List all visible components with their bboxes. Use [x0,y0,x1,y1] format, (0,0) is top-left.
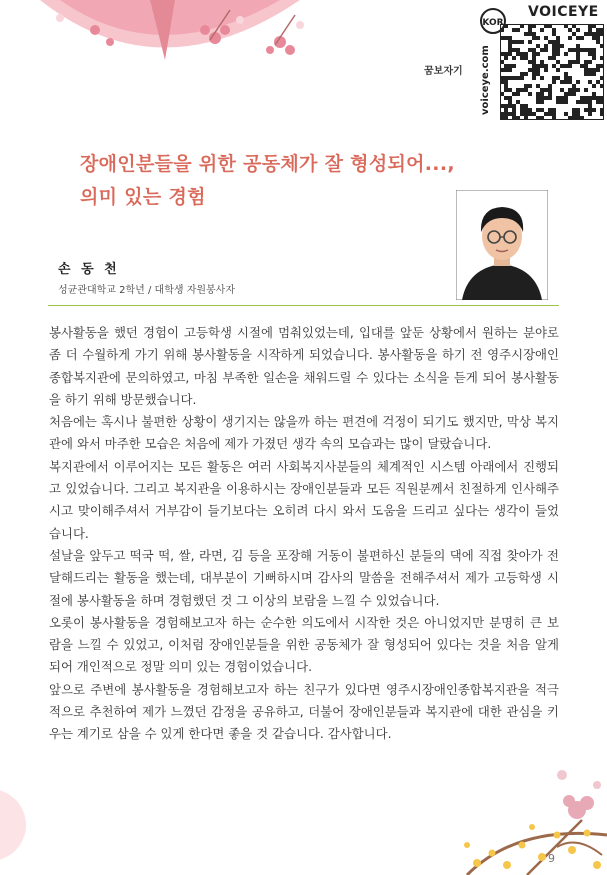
paragraph: 처음에는 혹시나 불편한 상황이 생기지는 않을까 하는 편견에 걱정이 되기도 했지만, 막상 복지관에 와서 마주한 모습은 처음에 제가 가졌던 생각 속의 모습과는 많이 달랐습니다. [49,414,559,452]
article-body [49,322,559,746]
brand-side-text: voiceye.com [480,45,491,115]
brand-logo-text: VOICEYE [528,4,599,20]
author-name: 손 동 천 [58,262,120,277]
page-number: 9 [548,852,555,865]
section-label: 꿈보자기 [424,66,463,77]
qr-code-icon[interactable] [500,24,604,120]
divider [48,305,559,306]
author-photo [456,190,548,300]
paragraph: 오롯이 봉사활동을 경험해보고자 하는 순수한 의도에서 시작한 것은 아니었지만 분명히 큰 보람을 느낄 수 있었고, 이처럼 장애인분들을 위한 공동체가 잘 형성되어 있다는 것을 처음 알게 되어 개인적으로 정말 의미 있는 경험이었습니다. [49,614,559,675]
paragraph: 설날을 앞두고 떡국 떡, 쌀, 라면, 김 등을 포장해 거동이 불편하신 분들의 댁에 직접 찾아가 전달해드리는 활동을 했는데, 대부분이 기뻐하시며 감사의 말씀을 전해주셔서 제가 고등학생 시절에 봉사활동을 하며 경험했던 것 그 이상의 보람을 느낄 수 있었습니다. [49,547,559,608]
article-title [80,148,500,214]
cherry-blossom-decoration-top [0,0,320,90]
paragraph: 앞으로 주변에 봉사활동을 경험해보고자 하는 친구가 있다면 영주시장애인종합복지관을 적극적으로 추천하여 제가 느꼈던 감정을 공유하고, 더불어 장애인분들과 복지관에 대한 관심을 키우는 계기로 삼을 수 있게 한다면 좋을 것 같습니다. 감사합니다. [49,681,559,742]
kor-badge-label: KOR [482,18,504,28]
cherry-blossom-decoration-bottom [407,715,607,875]
author-affiliation: 성균관대학교 2학년 / 대학생 자원봉사자 [58,285,236,296]
paragraph: 복지관에서 이루어지는 모든 활동은 여러 사회복지사분들의 체계적인 시스템 아래에서 진행되고 있었습니다. 그리고 복지관을 이용하시는 장애인분들과 모든 직원분께서 친절하게 인사해주시고 맞이해주셔서 거부감이 들기보다는 오히려 다시 와서 도움을 드리고 싶다는 생각이 들었습니다. [49,458,559,541]
article-title-line-2: 의미 있는 경험 [80,186,206,208]
article-title-line-1: 장애인분들을 위한 공동체가 잘 형성되어..., [80,153,455,175]
paragraph: 봉사활동을 했던 경험이 고등학생 시절에 멈춰있었는데, 입대를 앞둔 상황에서 원하는 분야로 좀 더 수월하게 가기 위해 봉사활동을 시작하게 되었습니다. 봉사활동을 하기 전 영주시장애인종합복지관에 문의하였고, 마침 부족한 일손을 채워드릴 수 있다는 소식을 듣게 되어 봉사활동을 하기 위해 방문했습니다. [49,325,559,407]
pink-circle-decoration [0,745,30,875]
